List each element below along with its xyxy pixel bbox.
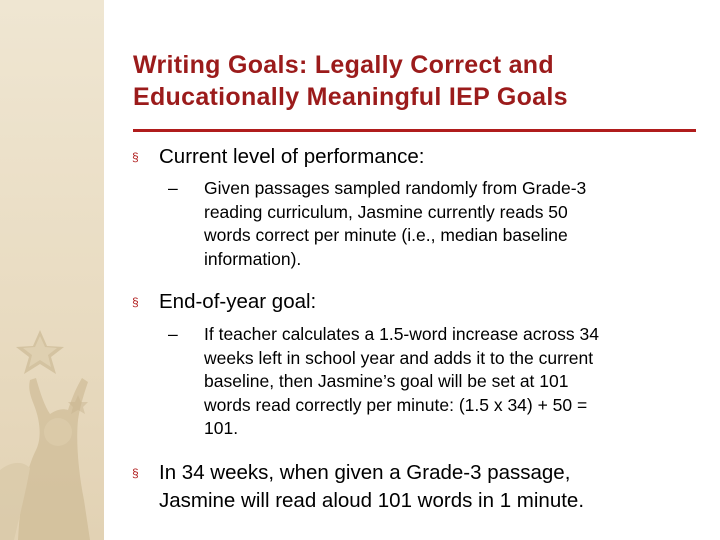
- sub-bullet-text: [204, 177, 586, 271]
- title-line-2: Educationally Meaningful IEP Goals: [133, 83, 568, 111]
- sub-line: reading curriculum, Jasmine currently reads 50: [204, 201, 568, 222]
- figure-silhouette: [0, 378, 90, 540]
- title-divider: [133, 129, 696, 132]
- sub-line: If teacher calculates a 1.5-word increase across 34: [204, 324, 599, 344]
- dash-marker: –: [168, 178, 178, 198]
- bullet-line: In 34 weeks, when given a Grade-3 passage,: [159, 461, 571, 484]
- sub-line: words read correctly per minute: (1.5 x 34) + 50 =: [204, 394, 588, 415]
- decorative-left-band: [0, 0, 104, 540]
- bullet-marker-icon: §: [132, 466, 139, 480]
- sub-line: Given passages sampled randomly from Grade-3: [204, 178, 587, 198]
- bullet-text: Current level of performance:: [159, 145, 425, 168]
- bullet-marker-icon: §: [132, 150, 139, 164]
- slide-title: [133, 49, 703, 113]
- bullet-text: [159, 459, 584, 515]
- sub-line: words correct per minute (i.e., median baseline: [204, 225, 568, 245]
- dash-marker: –: [168, 324, 178, 344]
- bullet-text: End-of-year goal:: [159, 290, 317, 313]
- bullet-line: Jasmine will read aloud 101 words in 1 minute.: [159, 489, 585, 512]
- celebration-illustration: [0, 0, 104, 540]
- bullet-marker-icon: §: [132, 295, 139, 309]
- title-line-1: Writing Goals: Legally Correct and: [133, 51, 554, 79]
- sub-line: baseline, then Jasmine’s goal will be set at 101: [204, 371, 569, 391]
- sub-line: 101.: [204, 418, 239, 438]
- sub-bullet-text: [204, 323, 599, 441]
- sub-line: weeks left in school year and adds it to the current: [204, 347, 594, 368]
- sub-line: information).: [204, 248, 302, 269]
